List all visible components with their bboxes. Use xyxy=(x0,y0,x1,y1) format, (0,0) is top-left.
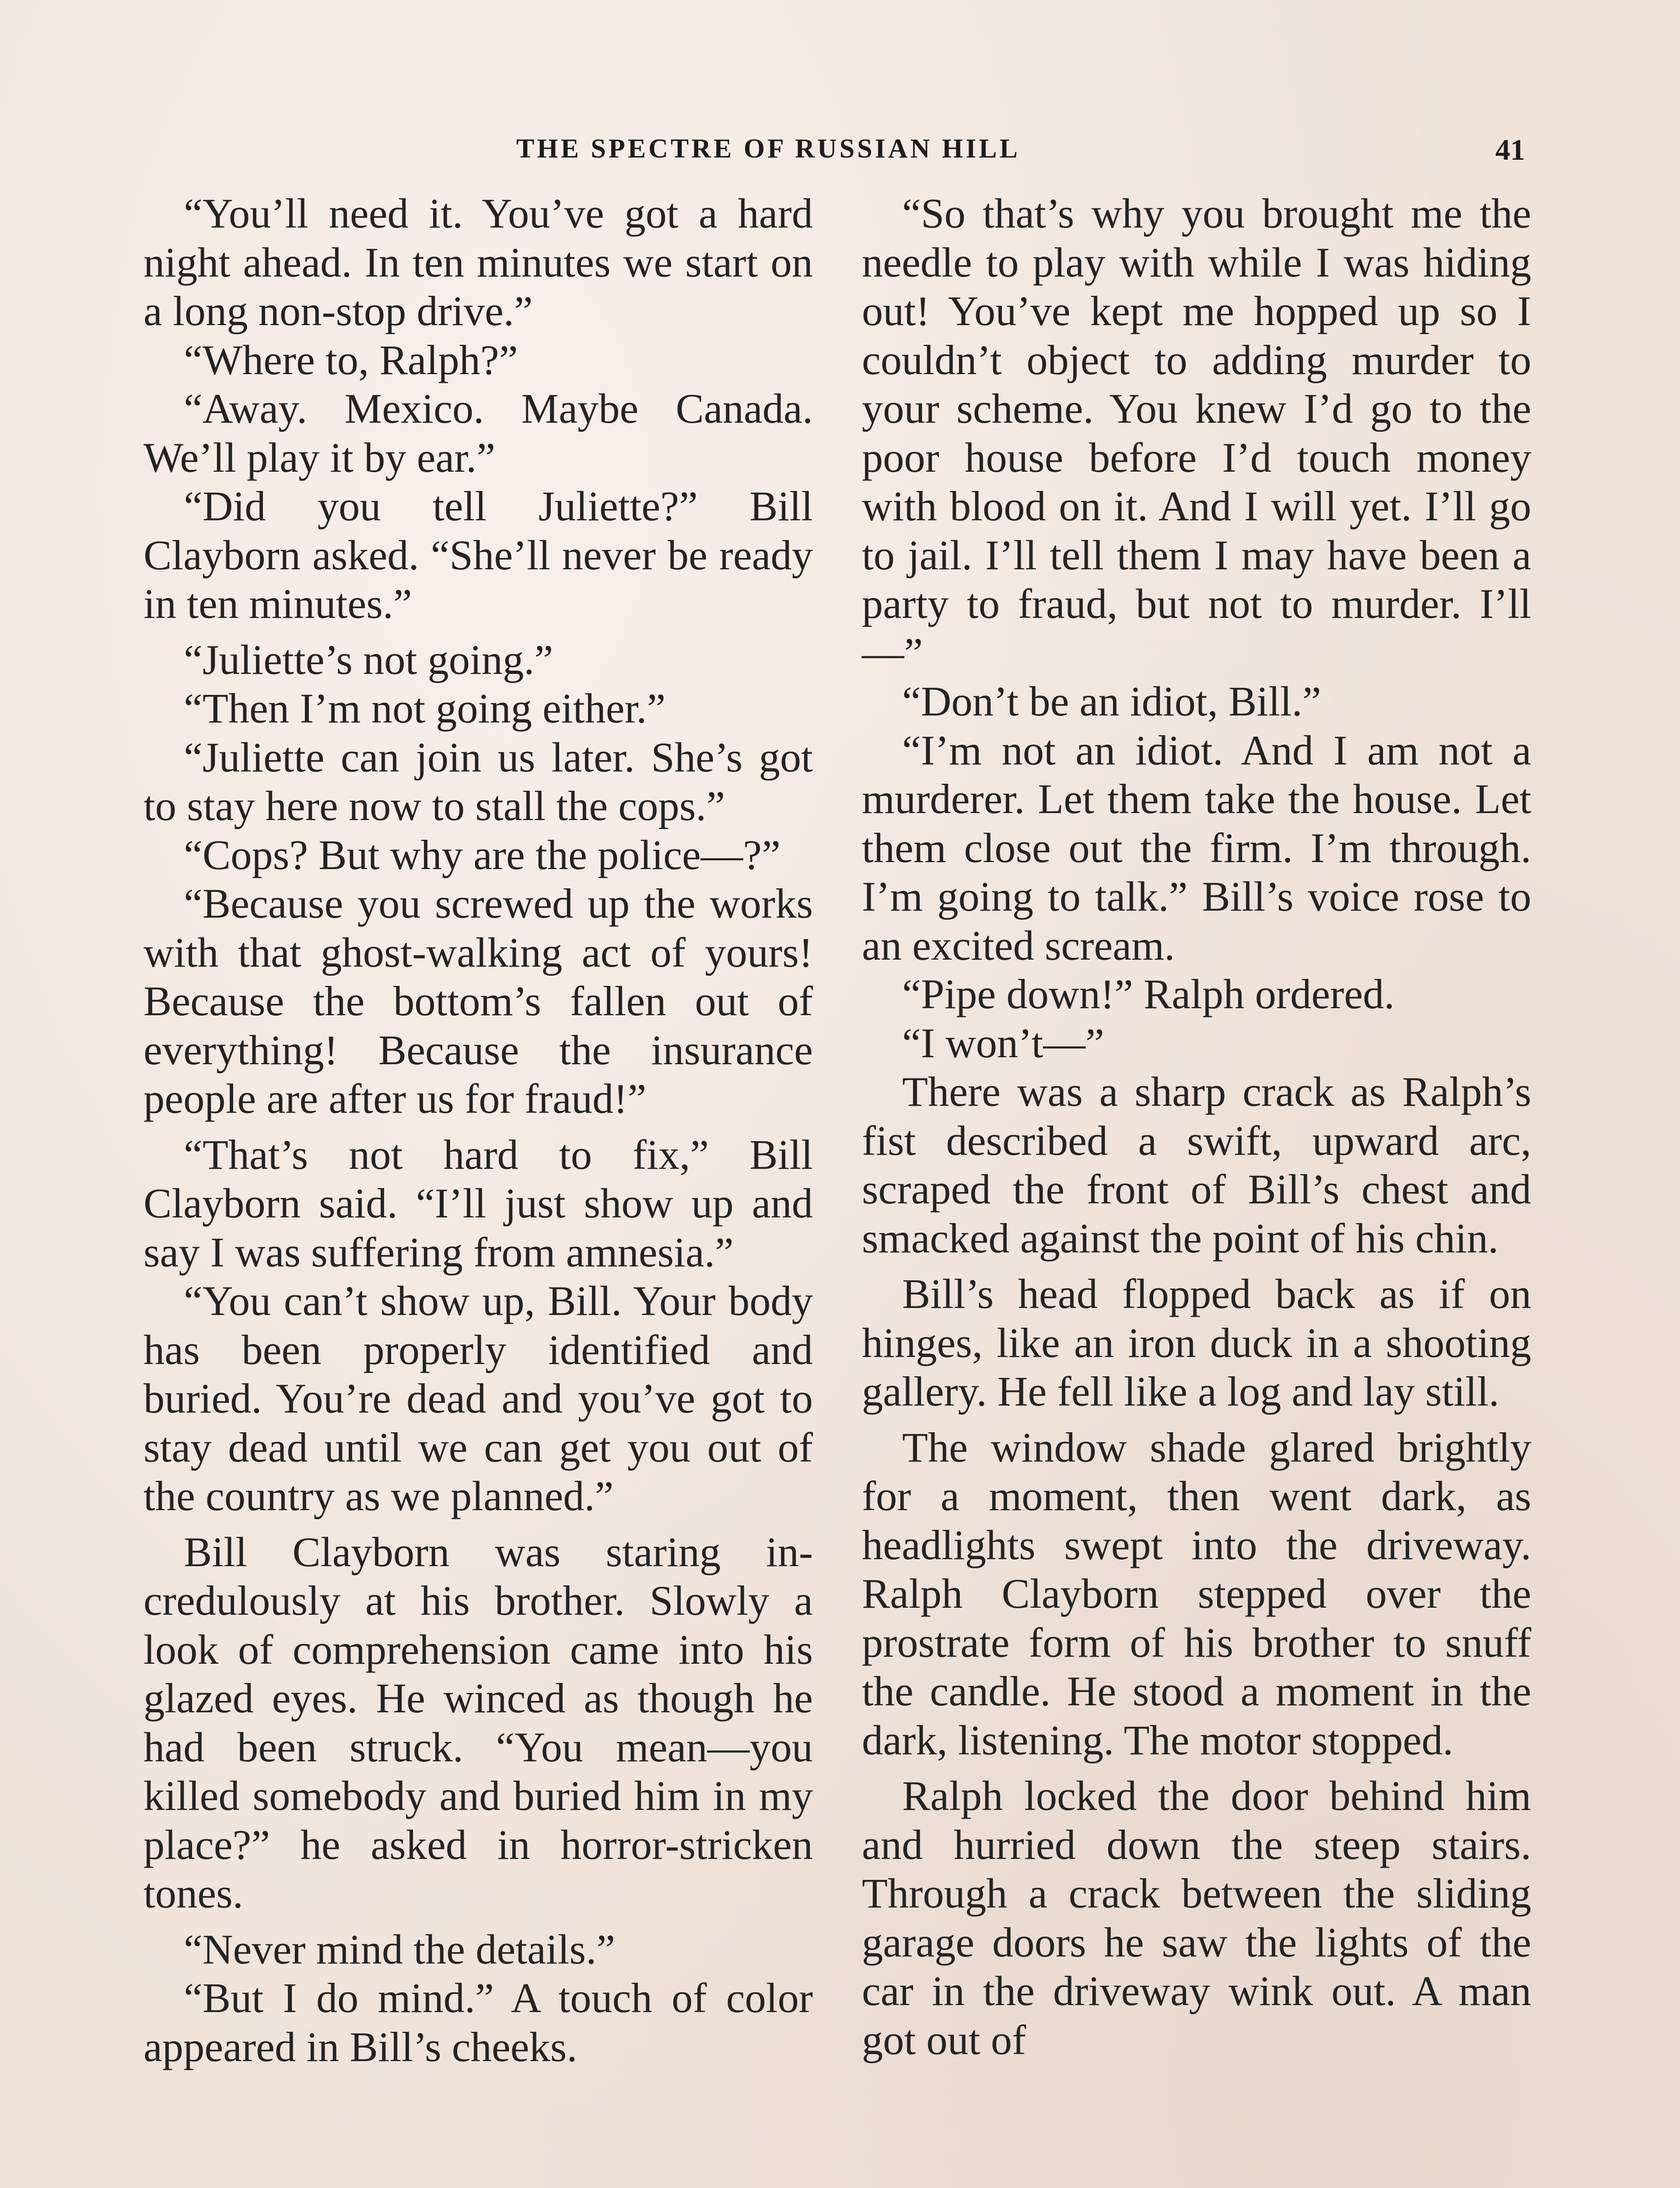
paragraph: “Because you screwed up the works with that ghost-walking act of yours! Because the bottom’s fallen out of everything! Because the insurance people are after us for fraud!” xyxy=(144,880,813,1122)
paragraph: “Did you tell Juliette?” Bill Clayborn asked. “She’ll never be ready in ten minutes.” xyxy=(144,483,813,627)
paragraph: “Away. Mexico. Maybe Canada. We’ll play it by ear.” xyxy=(144,385,813,481)
paragraph: “That’s not hard to fix,” Bill Clayborn said. “I’ll just show up and say I was suffering from amnesia.” xyxy=(144,1131,813,1276)
paragraph: “Juliette’s not going.” xyxy=(184,636,553,683)
paragraph: “Juliette can join us later. She’s got to stay here now to stall the cops.” xyxy=(144,733,813,829)
paragraph: The window shade glared brightly for a moment, then went dark, as headlights swept into the driveway. Ralph Clayborn stepped over the prostrate form of his brother to snuff the candle. He stood a moment in the dark, listening. The motor stopped. xyxy=(862,1424,1531,1764)
paragraph: “So that’s why you brought me the needle to play with while I was hiding out! You’ve kept me hopped up so I couldn’t object to adding murder to your scheme. You knew I’d go to the poor house before I’d touch money with blood on it. And I will yet. I’ll go to jail. I’ll tell them I may have been a party to fraud, but not to murder. I’ll—” xyxy=(862,190,1531,676)
paragraph: “Pipe down!” Ralph ordered. xyxy=(902,971,1395,1017)
paragraph: “I won’t—” xyxy=(902,1019,1104,1066)
paragraph: “I’m not an idiot. And I am not a murderer. Let them take the house. Let them close out the firm. I’m through. I’m going to talk.” Bill’s voice rose to an excited scream. xyxy=(862,726,1531,969)
paragraph: Bill’s head flopped back as if on hinges, like an iron duck in a shooting gallery. He fell like a log and lay still. xyxy=(862,1270,1531,1415)
paragraph: “Then I’m not going either.” xyxy=(184,685,666,732)
paragraph: “Where to, Ralph?” xyxy=(184,336,518,383)
left-text-column xyxy=(144,189,813,2071)
page-number: 41 xyxy=(1495,133,1525,166)
paragraph: Ralph locked the door behind him and hurried down the steep stairs. Through a crack between the sliding garage doors he saw the lights of the car in the driveway wink out. A man got out of xyxy=(862,1772,1531,2063)
right-text-column xyxy=(862,189,1531,2064)
paragraph: “Don’t be an idiot, Bill.” xyxy=(902,678,1321,725)
paragraph: “Cops? But why are the police—?” xyxy=(184,831,780,878)
paragraph: There was a sharp crack as Ralph’s fist described a swift, upward arc, scraped the front of Bill’s chest and smacked against the point of his chin. xyxy=(862,1068,1531,1262)
paragraph: “You’ll need it. You’ve got a hard night ahead. In ten minutes we start on a long non-stop drive.” xyxy=(144,190,813,334)
paragraph: “You can’t show up, Bill. Your body has been properly identified and buried. You’re dead and you’ve got to stay dead until we can get you out of the country as we planned.” xyxy=(144,1277,813,1519)
paragraph: “But I do mind.” A touch of color appeared in Bill’s cheeks. xyxy=(144,1974,813,2070)
paragraph: Bill Clayborn was staring incredulously at his brother. Slowly a look of comprehension came into his glazed eyes. He winced as though he had been struck. “You mean—you killed somebody and buried him in my place?” he asked in horror-stricken tones. xyxy=(144,1528,813,1917)
running-header: THE SPECTRE OF RUSSIAN HILL xyxy=(516,134,1020,164)
paragraph: “Never mind the details.” xyxy=(184,1925,616,1973)
